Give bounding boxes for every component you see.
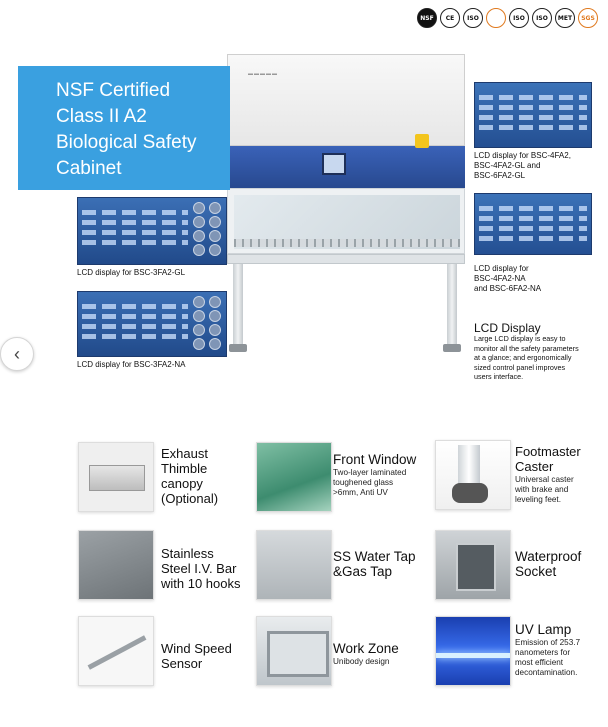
ce-icon: CE (440, 8, 460, 28)
cabinet-control-panel (227, 146, 465, 188)
caption-line: BSC-4FA2-NA (474, 274, 526, 283)
desc-line: Two-layer laminated (333, 468, 407, 477)
lcd-screen-4fa2 (474, 82, 592, 148)
cabinet-brand-mark: ▬▬▬▬▬ (248, 71, 278, 77)
caption-line: BSC-6FA2-GL (474, 171, 526, 180)
iso-icon: ISO (532, 8, 552, 28)
banner-line: NSF Certified (56, 80, 171, 101)
exhaust-canopy-image (78, 442, 154, 512)
title-line: Thimble (161, 461, 208, 476)
title-line: Exhaust (161, 446, 208, 461)
caption-line: LCD display for (474, 264, 529, 273)
cabinet-screen (322, 153, 346, 175)
cabinet-foot (443, 344, 461, 352)
lcd-caption-3fa2-gl: LCD display for BSC-3FA2-GL (77, 268, 186, 277)
hero-banner (18, 66, 230, 190)
caption-line: and BSC-6FA2-NA (474, 284, 542, 293)
feature-title-wind-sensor (161, 641, 232, 671)
caption-line: LCD display for BSC-4FA2, (474, 151, 571, 160)
carousel-prev-button[interactable] (0, 337, 34, 371)
lcd-caption-3fa2-na: LCD display for BSC-3FA2-NA (77, 360, 186, 369)
cabinet-leg (447, 264, 457, 346)
feature-desc-uv-lamp (515, 638, 580, 678)
work-zone-image (256, 616, 332, 686)
chevron-left-icon: ‹ (14, 343, 20, 364)
description-line: at a glance; and ergonomically (474, 353, 572, 363)
feature-desc-front-window (333, 468, 406, 498)
cabinet-leg (233, 264, 243, 346)
description-line: sized control panel improves (474, 362, 566, 372)
cabinet-foot (229, 344, 247, 352)
description-line: Large LCD display is easy to (474, 334, 566, 343)
water-gas-tap-image (256, 530, 332, 600)
lcd-screen-4fa2-na (474, 193, 592, 255)
caption-line: BSC-4FA2-GL and (474, 161, 541, 170)
feature-title-work-zone: Work Zone (333, 641, 399, 656)
title-line: Sensor (161, 656, 203, 671)
desc-line: nanometers for (515, 648, 571, 657)
desc-line: >6mm, Anti UV (333, 488, 388, 497)
feature-title-iv-bar (161, 546, 241, 591)
cabinet-work-area (227, 188, 465, 254)
title-line: Caster (515, 459, 554, 474)
front-window-image (256, 442, 332, 512)
title-line: Wind Speed (161, 641, 232, 656)
cabinet-top (227, 54, 465, 146)
nsf-icon: NSF (417, 8, 437, 28)
badge-icon (486, 8, 506, 28)
feature-title-front-window: Front Window (333, 452, 417, 467)
banner-line: Cabinet (56, 158, 122, 179)
sgs-icon: SGS (578, 8, 598, 28)
desc-line: leveling feet. (515, 495, 561, 504)
certification-icons (417, 8, 598, 28)
caster-image (435, 440, 511, 510)
feature-title-uv-lamp: UV Lamp (515, 622, 572, 637)
cabinet-grate (234, 239, 460, 247)
desc-line: decontamination. (515, 668, 578, 677)
uv-lamp-image (435, 616, 511, 686)
title-line: with 10 hooks (161, 576, 241, 591)
biosafety-cabinet-image (215, 54, 469, 356)
feature-title-socket (515, 549, 581, 579)
lcd-display-description (474, 334, 602, 382)
title-line: (Optional) (161, 491, 219, 506)
iv-bar-image (78, 530, 154, 600)
title-line: Waterproof (515, 549, 582, 564)
title-line: Footmaster (515, 444, 581, 459)
iso-icon: ISO (463, 8, 483, 28)
desc-line: most efficient (515, 658, 564, 667)
met-icon: MET (555, 8, 575, 28)
feature-desc-work-zone: Unibody design (333, 657, 390, 666)
title-line: Socket (515, 564, 557, 579)
title-line: &Gas Tap (333, 564, 393, 579)
title-line: Stainless (161, 546, 214, 561)
banner-line: Class II A2 (56, 106, 147, 127)
lcd-caption-4fa2 (474, 151, 571, 181)
lcd-display-title: LCD Display (474, 321, 541, 335)
description-line: monitor all the safety parameters (474, 343, 579, 353)
biohazard-icon (415, 134, 429, 148)
desc-line: Universal caster (515, 475, 574, 484)
iso-icon: ISO (509, 8, 529, 28)
feature-title-caster (515, 444, 581, 474)
desc-line: Emission of 253.7 (515, 638, 581, 647)
lcd-screen-3fa2-na (77, 291, 227, 357)
lcd-screen-3fa2-gl (77, 197, 227, 265)
desc-line: with brake and (515, 485, 569, 494)
title-line: canopy (161, 476, 203, 491)
title-line: SS Water Tap (333, 549, 416, 564)
feature-desc-caster (515, 475, 574, 505)
feature-title-tap (333, 549, 416, 579)
lcd-caption-4fa2-na (474, 264, 541, 294)
title-line: Steel I.V. Bar (161, 561, 237, 576)
description-line: users interface. (474, 372, 524, 382)
banner-line: Biological Safety (56, 132, 197, 153)
waterproof-socket-image (435, 530, 511, 600)
feature-title-exhaust (161, 446, 218, 506)
wind-speed-sensor-image (78, 616, 154, 686)
desc-line: toughened glass (333, 478, 394, 487)
cabinet-base (227, 254, 465, 264)
